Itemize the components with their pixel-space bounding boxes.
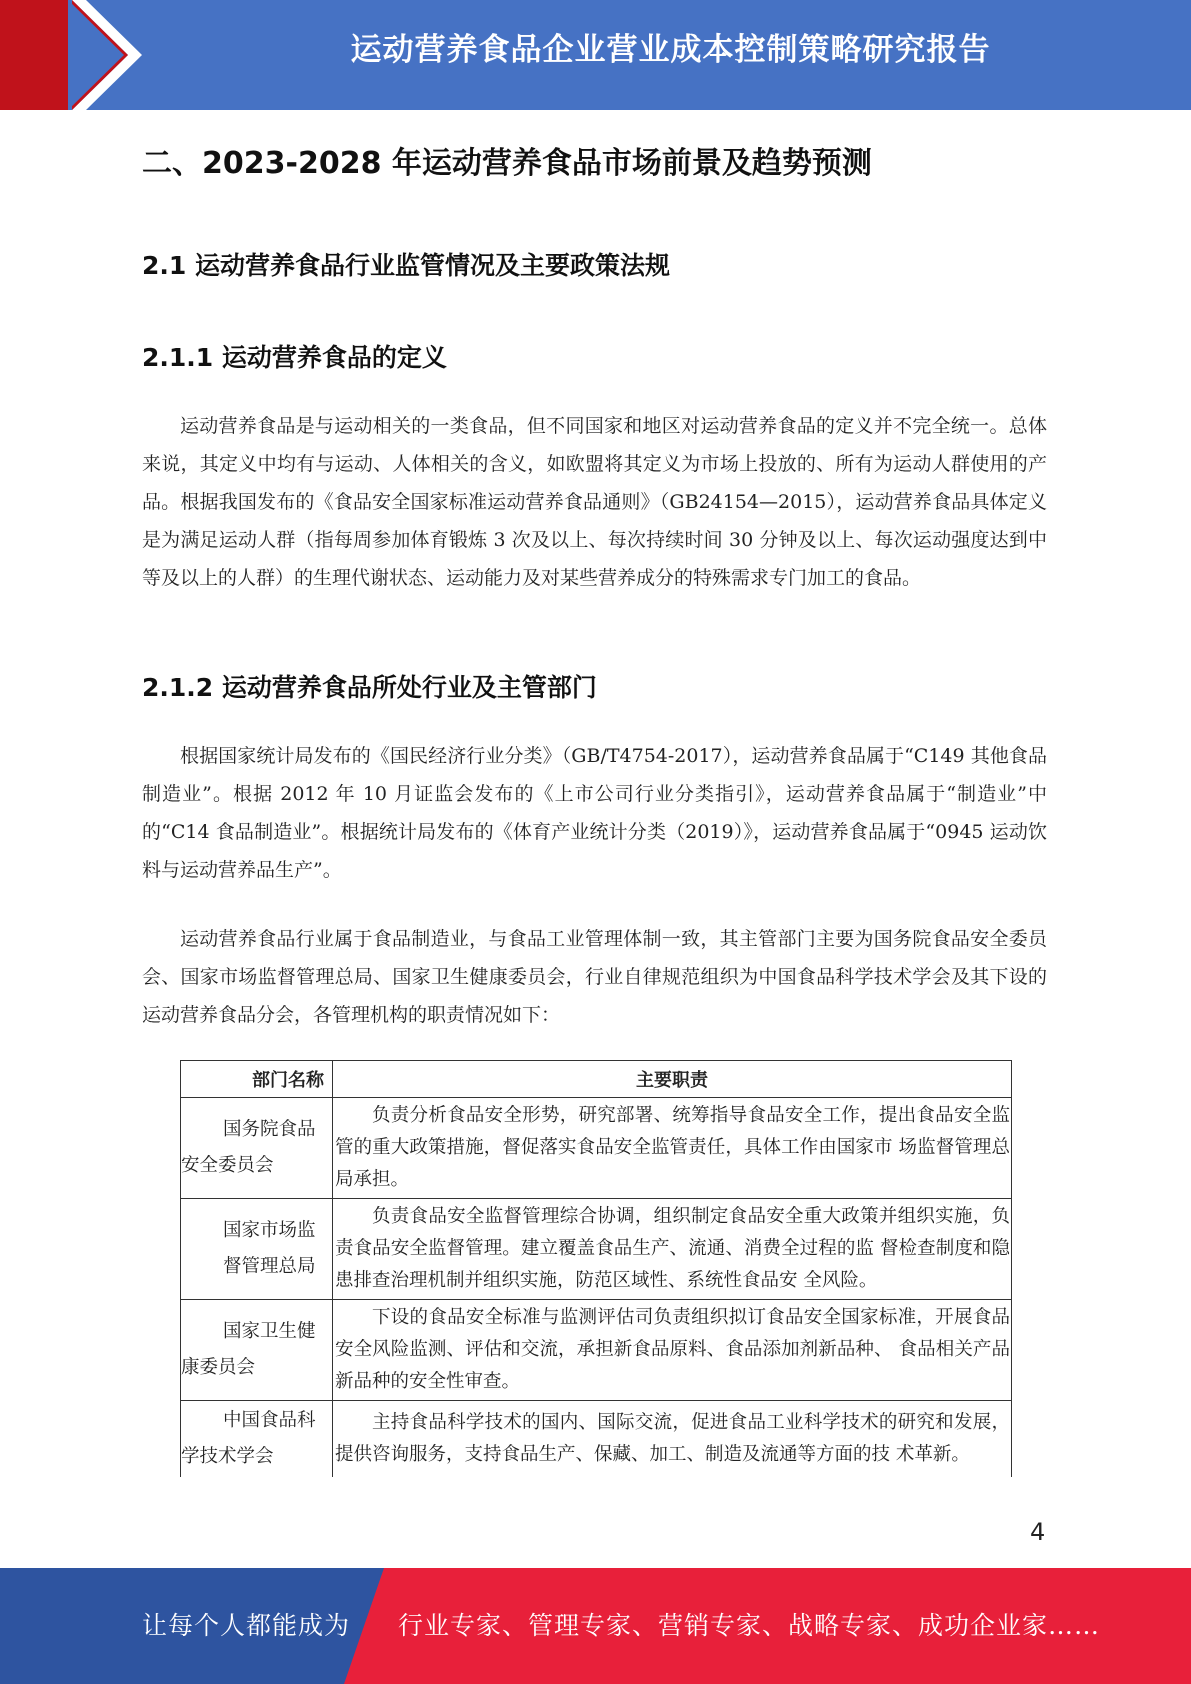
dept-name-line-2: 安全委员会 xyxy=(181,1155,274,1176)
table-header-duty: 主要职责 xyxy=(333,1061,1012,1098)
dept-name-line-2: 学技术学会 xyxy=(181,1446,274,1467)
table-row xyxy=(181,1199,1012,1300)
header-red-block xyxy=(0,0,68,110)
page-footer xyxy=(0,1568,1191,1684)
dept-name-line-1: 国家卫生健 xyxy=(223,1321,316,1342)
report-title: 运动营养食品企业营业成本控制策略研究报告 xyxy=(350,32,991,68)
dept-name-line-2: 康委员会 xyxy=(181,1357,256,1378)
dept-name-line-1: 国家市场监 xyxy=(223,1220,316,1241)
table-row xyxy=(181,1401,1012,1478)
footer-slogan-right: 行业专家、管理专家、营销专家、战略专家、成功企业家…… xyxy=(398,1611,1101,1640)
page-header xyxy=(0,0,1191,110)
header-chevron-icon xyxy=(72,0,150,110)
subsection-heading-2-1-1: 2.1.1 运动营养食品的定义 xyxy=(142,343,447,372)
footer-slogan-left: 让每个人都能成为 xyxy=(142,1611,351,1640)
dept-cell xyxy=(181,1098,333,1199)
duty-cell: 下设的食品安全标准与监测评估司负责组织拟订食品安全国家标准，开展食品安全风险监测、评估和交流，承担新食品原料、食品添加剂新品种、 食品相关产品新品种的安全性审查。 xyxy=(333,1300,1012,1401)
definition-paragraph: 运动营养食品是与运动相关的一类食品，但不同国家和地区对运动营养食品的定义并不完全统一。总体来说，其定义中均有与运动、人体相关的含义，如欧盟将其定义为市场上投放的、所有为运动人群使用的产品。根据我国发布的《食品安全国家标准运动营养食品通则》（GB24154—2015），运动营养食品具体定义是为满足运动人群（指每周参加体育锻炼 3 次及以上、每次持续时间 30 分钟及以上、每次运动强度达到中等及以上的人群）的生理代谢状态、运动能力及对某些营养成分的特殊需求专门加工的食品。 xyxy=(142,415,1047,589)
dept-name-line-1: 中国食品科 xyxy=(223,1410,316,1431)
dept-cell xyxy=(181,1401,333,1478)
regulator-duty-table xyxy=(180,1060,1012,1477)
subsection-heading-2-1: 2.1 运动营养食品行业监管情况及主要政策法规 xyxy=(142,251,670,280)
duty-cell: 主持食品科学技术的国内、国际交流，促进食品工业科学技术的研究和发展，提供咨询服务，支持食品生产、保藏、加工、制造及流通等方面的技 术革新。 xyxy=(333,1401,1012,1478)
table-row xyxy=(181,1300,1012,1401)
table-header-row xyxy=(181,1061,1012,1098)
dept-name-line-2: 督管理总局 xyxy=(223,1256,316,1277)
subsection-heading-2-1-2: 2.1.2 运动营养食品所处行业及主管部门 xyxy=(142,673,597,702)
duty-cell: 负责分析食品安全形势，研究部署、统筹指导食品安全工作，提出食品安全监管的重大政策措施，督促落实食品安全监管责任，具体工作由国家市 场监督管理总局承担。 xyxy=(333,1098,1012,1199)
dept-name-line-1: 国务院食品 xyxy=(223,1119,316,1140)
dept-cell xyxy=(181,1300,333,1401)
duty-cell: 负责食品安全监督管理综合协调，组织制定食品安全重大政策并组织实施，负责食品安全监督管理。建立覆盖食品生产、流通、消费全过程的监 督检查制度和隐患排查治理机制并组织实施，防范区域性、系统性食品安 全风险。 xyxy=(333,1199,1012,1300)
dept-cell xyxy=(181,1199,333,1300)
table-row xyxy=(181,1098,1012,1199)
page-number: 4 xyxy=(1030,1518,1046,1546)
section-heading: 二、2023-2028 年运动营养食品市场前景及趋势预测 xyxy=(142,146,872,181)
industry-paragraph: 根据国家统计局发布的《国民经济行业分类》（GB/T4754-2017），运动营养食品属于“C149 其他食品制造业”。根据 2012 年 10 月证监会发布的《上市公司行业分类指引》，运动营养食品属于“制造业”中的“C14 食品制造业”。根据统计局发布的《体育产业统计分类（2019）》，运动营养食品属于“0945 运动饮料与运动营养品生产”。 xyxy=(142,745,1047,881)
regulator-paragraph: 运动营养食品行业属于食品制造业，与食品工业管理体制一致，其主管部门主要为国务院食品安全委员会、国家市场监督管理总局、国家卫生健康委员会，行业自律规范组织为中国食品科学技术学会及其下设的运动营养食品分会，各管理机构的职责情况如下： xyxy=(142,928,1047,1026)
table-header-dept: 部门名称 xyxy=(181,1061,333,1098)
